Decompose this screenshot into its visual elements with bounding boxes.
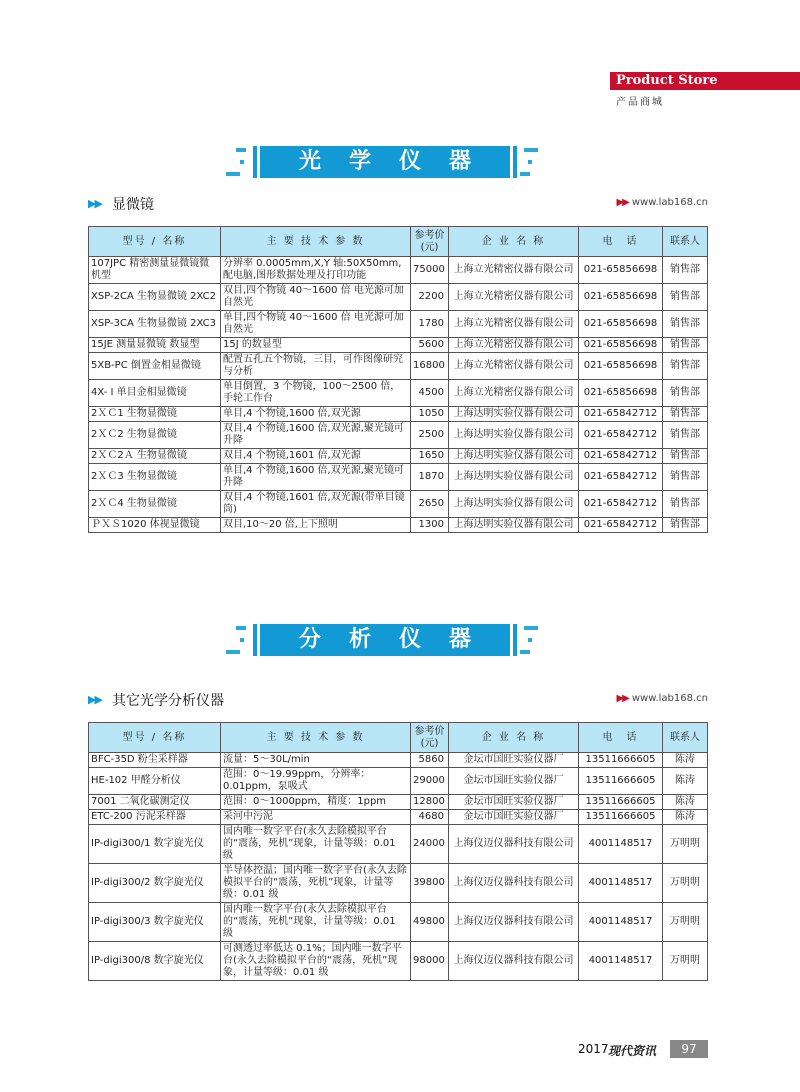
cell-contact: 销售部: [663, 284, 708, 311]
cell-phone: 021-65856698: [579, 284, 663, 311]
cell-phone: 021-65842712: [579, 518, 663, 533]
cell-price: 75000: [411, 257, 449, 284]
cell-contact: 销售部: [663, 257, 708, 284]
table-row: [89, 795, 708, 810]
cell-spec: 国内唯一数字平台(永久去除模拟平台的“震荡，死机”现象，计量等级：0.01 级: [221, 825, 411, 864]
cell-spec: 双目,4 个物镜,1601 倍,双光源(带单目镜筒): [221, 491, 411, 518]
double-chevron-icon: ▶▶: [88, 197, 101, 210]
cell-price: 1300: [411, 518, 449, 533]
table-row: [89, 311, 708, 338]
col-header-phone: 电 话: [579, 723, 663, 753]
col-header-model: 型号 / 名称: [89, 723, 221, 753]
website-link[interactable]: ▶▶ www.lab168.cn: [616, 693, 708, 704]
cell-model: HE-102 甲醛分析仪: [89, 768, 221, 795]
cell-company: 金坛市国旺实验仪器厂: [449, 810, 579, 825]
cell-price: 4500: [411, 380, 449, 407]
cell-contact: 万明明: [663, 903, 708, 942]
cell-model: 7001 二氧化碳测定仪: [89, 795, 221, 810]
cell-price: 16800: [411, 353, 449, 380]
cell-company: 上海立光精密仪器有限公司: [449, 284, 579, 311]
table-row: [89, 825, 708, 864]
cell-model: ETC-200 污泥采样器: [89, 810, 221, 825]
col-header-phone: 电 话: [579, 227, 663, 257]
cell-model: 2ＸＣ2 生物显微镜: [89, 422, 221, 449]
cell-model: 2ＸＣ3 生物显微镜: [89, 464, 221, 491]
cell-spec: 双目,4 个物镜,1600 倍,双光源,聚光镜可升降: [221, 422, 411, 449]
table-row: [89, 491, 708, 518]
cell-company: 上海立光精密仪器有限公司: [449, 257, 579, 284]
cell-company: 上海仪迈仪器科技有限公司: [449, 825, 579, 864]
cell-company: 上海立光精密仪器有限公司: [449, 311, 579, 338]
cell-phone: 021-65842712: [579, 449, 663, 464]
cell-price: 24000: [411, 825, 449, 864]
col-header-contact: 联系人: [663, 723, 708, 753]
cell-contact: 销售部: [663, 338, 708, 353]
cell-spec: 可测透过率低达 0.1%；国内唯一数字平台(永久去除模拟平台的“震荡，死机”现象，计量等级：0.01 级: [221, 942, 411, 981]
cell-phone: 13511666605: [579, 810, 663, 825]
cell-company: 金坛市国旺实验仪器厂: [449, 753, 579, 768]
cell-contact: 销售部: [663, 449, 708, 464]
cell-price: 1050: [411, 407, 449, 422]
cell-contact: 销售部: [663, 311, 708, 338]
cell-phone: 021-65856698: [579, 338, 663, 353]
cell-model: 107JPC 精密测量显微镜微机型: [89, 257, 221, 284]
cell-price: 29000: [411, 768, 449, 795]
cell-company: 上海达明实验仪器有限公司: [449, 518, 579, 533]
cell-spec: 双目,4 个物镜,1601 倍,双光源: [221, 449, 411, 464]
cell-company: 上海达明实验仪器有限公司: [449, 422, 579, 449]
cell-price: 1780: [411, 311, 449, 338]
cell-contact: 陈涛: [663, 768, 708, 795]
banner-title: 光学仪器: [260, 146, 510, 178]
cell-model: ＰＸＳ1020 体视显微镜: [89, 518, 221, 533]
corner-english-label: Product Store: [610, 72, 800, 90]
cell-spec: 半导体控温；国内唯一数字平台(永久去除模拟平台的“震荡，死机”现象，计量等级：0.01 级: [221, 864, 411, 903]
cell-contact: 销售部: [663, 518, 708, 533]
cell-price: 98000: [411, 942, 449, 981]
table-row: [89, 464, 708, 491]
table-header-row: [89, 227, 708, 257]
analytical-instrument-table: [88, 722, 708, 981]
table-row: [89, 768, 708, 795]
section-header-other-optical: [88, 690, 708, 710]
cell-phone: 021-65856698: [579, 353, 663, 380]
col-header-contact: 联系人: [663, 227, 708, 257]
cell-price: 49800: [411, 903, 449, 942]
category-banner-analytical: [0, 616, 800, 666]
cell-phone: 021-65856698: [579, 311, 663, 338]
cell-spec: 国内唯一数字平台(永久去除模拟平台的“震荡，死机”现象，计量等级：0.01 级: [221, 903, 411, 942]
col-header-spec: 主 要 技 术 参 数: [221, 227, 411, 257]
cell-model: 5XB-PC 倒置金相显微镜: [89, 353, 221, 380]
cell-model: BFC-35D 粉尘采样器: [89, 753, 221, 768]
page-footer: [578, 1040, 708, 1058]
cell-price: 12800: [411, 795, 449, 810]
cell-phone: 021-65856698: [579, 257, 663, 284]
cell-contact: 销售部: [663, 380, 708, 407]
cell-phone: 021-65842712: [579, 491, 663, 518]
cell-spec: 分辨率 0.0005mm,X,Y 轴:50X50mm,配电脑,图形数据处理及打印功能: [221, 257, 411, 284]
cell-phone: 021-65856698: [579, 380, 663, 407]
cell-phone: 4001148517: [579, 864, 663, 903]
col-header-model: 型号 / 名称: [89, 227, 221, 257]
cell-model: IP-digi300/3 数字旋光仪: [89, 903, 221, 942]
cell-company: 上海达明实验仪器有限公司: [449, 407, 579, 422]
table-row: [89, 284, 708, 311]
issue-year: 2017: [578, 1042, 609, 1056]
table-row: [89, 380, 708, 407]
cell-phone: 4001148517: [579, 903, 663, 942]
cell-price: 2200: [411, 284, 449, 311]
table-row: [89, 257, 708, 284]
cell-phone: 4001148517: [579, 825, 663, 864]
cell-company: 上海达明实验仪器有限公司: [449, 464, 579, 491]
table-row: [89, 338, 708, 353]
cell-model: XSP-3CA 生物显微镜 2XC3: [89, 311, 221, 338]
table-row: [89, 810, 708, 825]
table-row: [89, 407, 708, 422]
cell-model: XSP-2CA 生物显微镜 2XC2: [89, 284, 221, 311]
cell-price: 5600: [411, 338, 449, 353]
table-row: [89, 353, 708, 380]
magazine-name: 现代资讯: [608, 1044, 657, 1058]
col-header-spec: 主 要 技 术 参 数: [221, 723, 411, 753]
cell-price: 2500: [411, 422, 449, 449]
cell-company: 上海立光精密仪器有限公司: [449, 338, 579, 353]
cell-model: 2ＸＣ1 生物显微镜: [89, 407, 221, 422]
cell-model: 2ＸＣ2Ａ 生物显微镜: [89, 449, 221, 464]
table-header-row: [89, 723, 708, 753]
cell-contact: 万明明: [663, 825, 708, 864]
cell-spec: 配置五孔五个物镜，三目，可作图像研究与分析: [221, 353, 411, 380]
table-row: [89, 449, 708, 464]
page-number: 97: [670, 1040, 708, 1058]
cell-phone: 021-65842712: [579, 407, 663, 422]
cell-price: 1870: [411, 464, 449, 491]
cell-spec: 双目,四个物镜 40～1600 倍 电光源可加自然光: [221, 284, 411, 311]
cell-company: 上海仪迈仪器科技有限公司: [449, 903, 579, 942]
cell-price: 2650: [411, 491, 449, 518]
cell-model: IP-digi300/2 数字旋光仪: [89, 864, 221, 903]
cell-contact: 销售部: [663, 464, 708, 491]
cell-spec: 单目倒置，3 个物镜，100～2500 倍，手轮工作台: [221, 380, 411, 407]
banner-title: 分析仪器: [260, 624, 510, 656]
cell-phone: 4001148517: [579, 942, 663, 981]
cell-contact: 销售部: [663, 407, 708, 422]
cell-contact: 陈涛: [663, 753, 708, 768]
cell-contact: 销售部: [663, 422, 708, 449]
category-banner-optical: [0, 138, 800, 188]
cell-phone: 021-65842712: [579, 422, 663, 449]
cell-phone: 13511666605: [579, 795, 663, 810]
cell-price: 5860: [411, 753, 449, 768]
cell-spec: 单目,4 个物镜,1600 倍,双光源,聚光镜可升降: [221, 464, 411, 491]
cell-contact: 销售部: [663, 491, 708, 518]
cell-price: 4680: [411, 810, 449, 825]
corner-chinese-label: 产品商城: [616, 97, 664, 108]
table-row: [89, 422, 708, 449]
cell-spec: 15J 的数显型: [221, 338, 411, 353]
section-header-microscopes: [88, 194, 708, 214]
cell-contact: 万明明: [663, 942, 708, 981]
double-chevron-icon: ▶▶: [616, 197, 628, 208]
cell-model: IP-digi300/8 数字旋光仪: [89, 942, 221, 981]
cell-model: 15JE 测量显微镜 数显型: [89, 338, 221, 353]
cell-price: 39800: [411, 864, 449, 903]
section-title: 显微镜: [112, 197, 154, 213]
table-row: [89, 518, 708, 533]
cell-company: 上海立光精密仪器有限公司: [449, 353, 579, 380]
cell-contact: 陈涛: [663, 810, 708, 825]
table-row: [89, 864, 708, 903]
cell-phone: 021-65842712: [579, 464, 663, 491]
cell-spec: 单目,四个物镜 40～1600 倍 电光源可加自然光: [221, 311, 411, 338]
col-header-price: 参考价(元): [411, 723, 449, 753]
cell-spec: 采河中污泥: [221, 810, 411, 825]
cell-company: 上海立光精密仪器有限公司: [449, 380, 579, 407]
cell-contact: 陈涛: [663, 795, 708, 810]
double-chevron-icon: ▶▶: [88, 693, 101, 706]
cell-spec: 流量：5～30L/min: [221, 753, 411, 768]
cell-model: 2ＸＣ4 生物显微镜: [89, 491, 221, 518]
col-header-company: 企 业 名 称: [449, 227, 579, 257]
cell-company: 上海仪迈仪器科技有限公司: [449, 864, 579, 903]
cell-company: 金坛市国旺实验仪器厂: [449, 795, 579, 810]
cell-model: 4X- Ⅰ 单目金相显微镜: [89, 380, 221, 407]
website-link[interactable]: ▶▶ www.lab168.cn: [616, 197, 708, 208]
cell-company: 上海达明实验仪器有限公司: [449, 449, 579, 464]
cell-model: IP-digi300/1 数字旋光仪: [89, 825, 221, 864]
cell-spec: 范围：0～1000ppm，精度：1ppm: [221, 795, 411, 810]
cell-company: 金坛市国旺实验仪器厂: [449, 768, 579, 795]
cell-company: 上海达明实验仪器有限公司: [449, 491, 579, 518]
cell-phone: 13511666605: [579, 768, 663, 795]
cell-spec: 双目,10～20 倍,上下照明: [221, 518, 411, 533]
cell-spec: 单目,4 个物镜,1600 倍,双光源: [221, 407, 411, 422]
cell-price: 1650: [411, 449, 449, 464]
section-title: 其它光学分析仪器: [112, 693, 224, 709]
cell-contact: 万明明: [663, 864, 708, 903]
cell-spec: 范围：0～19.99ppm，分辨率：0.01ppm，泵吸式: [221, 768, 411, 795]
cell-phone: 13511666605: [579, 753, 663, 768]
col-header-price: 参考价(元): [411, 227, 449, 257]
section-corner-tag: [610, 72, 800, 108]
microscope-table: [88, 226, 708, 533]
table-row: [89, 753, 708, 768]
table-row: [89, 942, 708, 981]
cell-contact: 销售部: [663, 353, 708, 380]
table-row: [89, 903, 708, 942]
cell-company: 上海仪迈仪器科技有限公司: [449, 942, 579, 981]
double-chevron-icon: ▶▶: [616, 693, 628, 704]
col-header-company: 企 业 名 称: [449, 723, 579, 753]
